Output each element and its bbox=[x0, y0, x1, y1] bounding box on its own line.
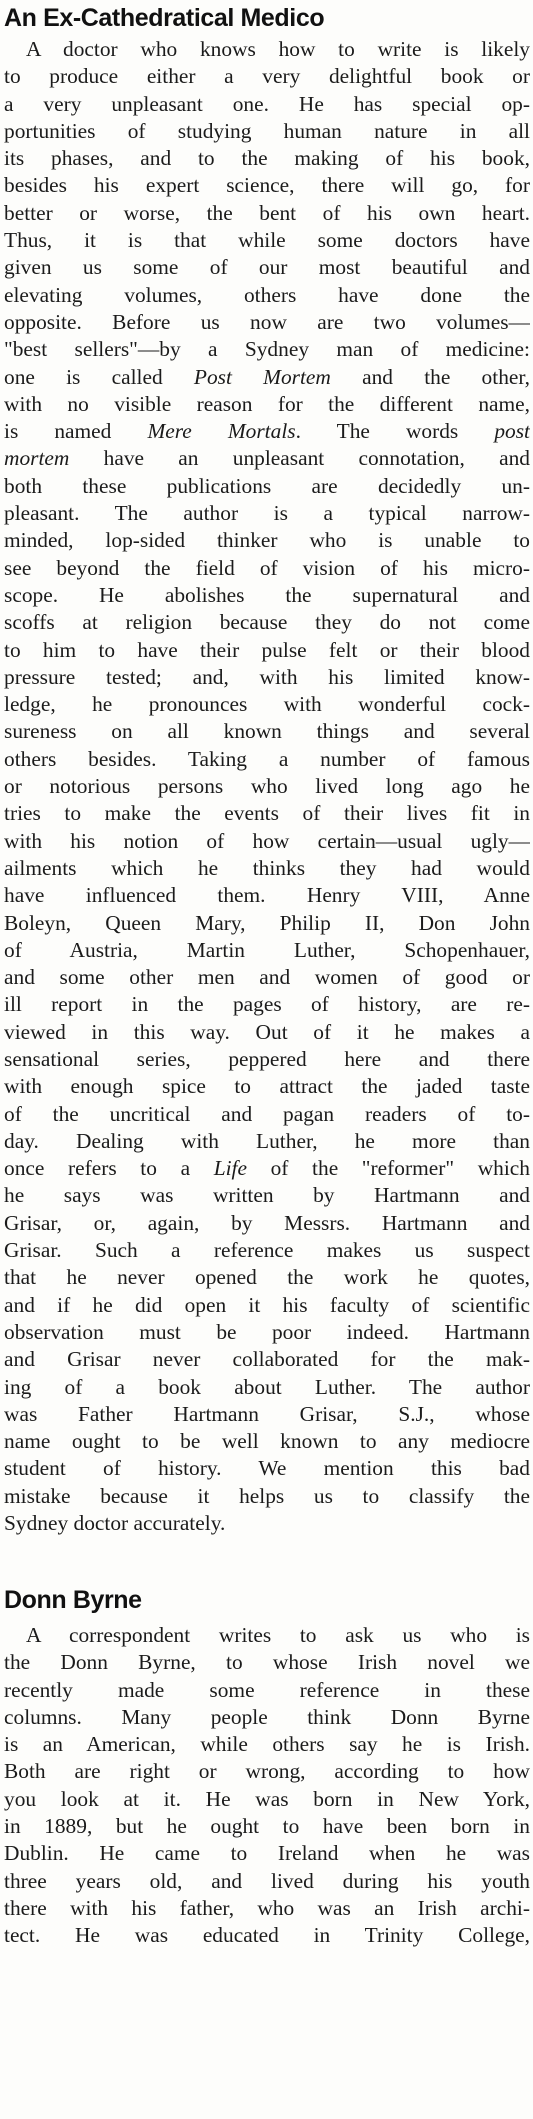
text-line: elevating volumes, others have done the bbox=[4, 282, 530, 307]
text-line: pleasant. The author is a typical narrow- bbox=[4, 501, 530, 526]
text-line: portunities of studying human nature in all bbox=[4, 118, 530, 143]
text-line: both these publications are decidedly un- bbox=[4, 473, 530, 498]
text-line: mistake because it helps us to classify the bbox=[4, 1483, 530, 1508]
text-line: Boleyn, Queen Mary, Philip II, Don John bbox=[4, 910, 530, 935]
text-line: a very unpleasant one. He has special op- bbox=[4, 91, 530, 116]
text-line: and some other men and women of good or bbox=[4, 965, 530, 990]
text-line: student of history. We mention this bad bbox=[4, 1456, 530, 1481]
text-line: and if he did open it his faculty of scientific bbox=[4, 1292, 530, 1317]
text-line: with enough spice to attract the jaded taste bbox=[4, 1074, 530, 1099]
text-line: or notorious persons who lived long ago he bbox=[4, 774, 530, 799]
text-line: have influenced them. Henry VIII, Anne bbox=[4, 883, 530, 908]
text-line: tries to make the events of their lives fit in bbox=[4, 801, 530, 826]
text-line: sensational series, peppered here and there bbox=[4, 1046, 530, 1071]
text-line: better or worse, the bent of his own heart. bbox=[4, 200, 530, 225]
text-line: observation must be poor indeed. Hartmann bbox=[4, 1319, 530, 1344]
text-line: ing of a book about Luther. The author bbox=[4, 1374, 530, 1399]
text-line: three years old, and lived during his youth bbox=[4, 1868, 530, 1893]
text-line: Grisar. Such a reference makes us suspect bbox=[4, 1238, 530, 1263]
text-line: scoffs at religion because they do not come bbox=[4, 610, 530, 635]
text-line: with his notion of how certain—usual ugly— bbox=[4, 828, 530, 853]
text-line: the Donn Byrne, to whose Irish novel we bbox=[4, 1650, 530, 1675]
article-heading: Donn Byrne bbox=[4, 1586, 142, 1614]
text-line: that he never opened the work he quotes, bbox=[4, 1265, 530, 1290]
text-line: "best sellers"—by a Sydney man of medicine: bbox=[4, 337, 530, 362]
text-line: tect. He was educated in Trinity College, bbox=[4, 1923, 530, 1948]
article-donn-byrne bbox=[4, 1584, 530, 1950]
text-line: recently made some reference in these bbox=[4, 1677, 530, 1702]
text-line: ledge, he pronounces with wonderful cock- bbox=[4, 692, 530, 717]
text-line: minded, lop-sided thinker who is unable to bbox=[4, 528, 530, 553]
text-line: given us some of our most beautiful and bbox=[4, 255, 530, 280]
text-line: of Austria, Martin Luther, Schopenhauer, bbox=[4, 937, 530, 962]
text-line: is an American, while others say he is Irish. bbox=[4, 1732, 530, 1757]
text-line: day. Dealing with Luther, he more than bbox=[4, 1128, 530, 1153]
text-line: columns. Many people think Donn Byrne bbox=[4, 1704, 530, 1729]
text-line: with no visible reason for the different name, bbox=[4, 391, 530, 416]
text-line: Thus, it is that while some doctors have bbox=[4, 228, 530, 253]
text-line: its phases, and to the making of his book, bbox=[4, 146, 530, 171]
text-line: you look at it. He was born in New York, bbox=[4, 1786, 530, 1811]
article-body bbox=[4, 36, 530, 1537]
text-line: Both are right or wrong, according to how bbox=[4, 1759, 530, 1784]
text-line: others besides. Taking a number of famous bbox=[4, 746, 530, 771]
text-line: Grisar, or, again, by Messrs. Hartmann and bbox=[4, 1210, 530, 1235]
article-ex-cathedratical-medico bbox=[4, 2, 530, 1537]
text-line: viewed in this way. Out of it he makes a bbox=[4, 1019, 530, 1044]
text-line: name ought to be well known to any mediocre bbox=[4, 1429, 530, 1454]
text-line: ill report in the pages of history, are re- bbox=[4, 992, 530, 1017]
text-line: one is called Post Mortem and the other, bbox=[4, 364, 530, 389]
text-line: pressure tested; and, with his limited know- bbox=[4, 664, 530, 689]
text-line: mortem have an unpleasant connotation, and bbox=[4, 446, 530, 471]
text-line: to him to have their pulse felt or their blood bbox=[4, 637, 530, 662]
text-line: see beyond the field of vision of his micro- bbox=[4, 555, 530, 580]
article-body bbox=[4, 1622, 530, 1950]
text-line: was Father Hartmann Grisar, S.J., whose bbox=[4, 1401, 530, 1426]
text-line: sureness on all known things and several bbox=[4, 719, 530, 744]
text-line: to produce either a very delightful book or bbox=[4, 64, 530, 89]
article-heading: An Ex-Cathedratical Medico bbox=[4, 4, 325, 32]
text-line: opposite. Before us now are two volumes— bbox=[4, 309, 530, 334]
text-line: there with his father, who was an Irish archi- bbox=[4, 1895, 530, 1920]
text-line: of the uncritical and pagan readers of to- bbox=[4, 1101, 530, 1126]
text-line: he says was written by Hartmann and bbox=[4, 1183, 530, 1208]
text-line: Sydney doctor accurately. bbox=[4, 1511, 226, 1536]
text-line: is named Mere Mortals. The words post bbox=[4, 419, 530, 444]
text-line: scope. He abolishes the supernatural and bbox=[4, 582, 530, 607]
text-line: ailments which he thinks they had would bbox=[4, 855, 530, 880]
text-line: A doctor who knows how to write is likely bbox=[26, 37, 530, 61]
text-line: in 1889, but he ought to have been born in bbox=[4, 1814, 530, 1839]
text-line: besides his expert science, there will go, for bbox=[4, 173, 530, 198]
text-line: A correspondent writes to ask us who is bbox=[26, 1623, 530, 1647]
text-line: and Grisar never collaborated for the mak- bbox=[4, 1347, 530, 1372]
text-line: once refers to a Life of the "reformer" which bbox=[4, 1156, 530, 1181]
text-line: Dublin. He came to Ireland when he was bbox=[4, 1841, 530, 1866]
